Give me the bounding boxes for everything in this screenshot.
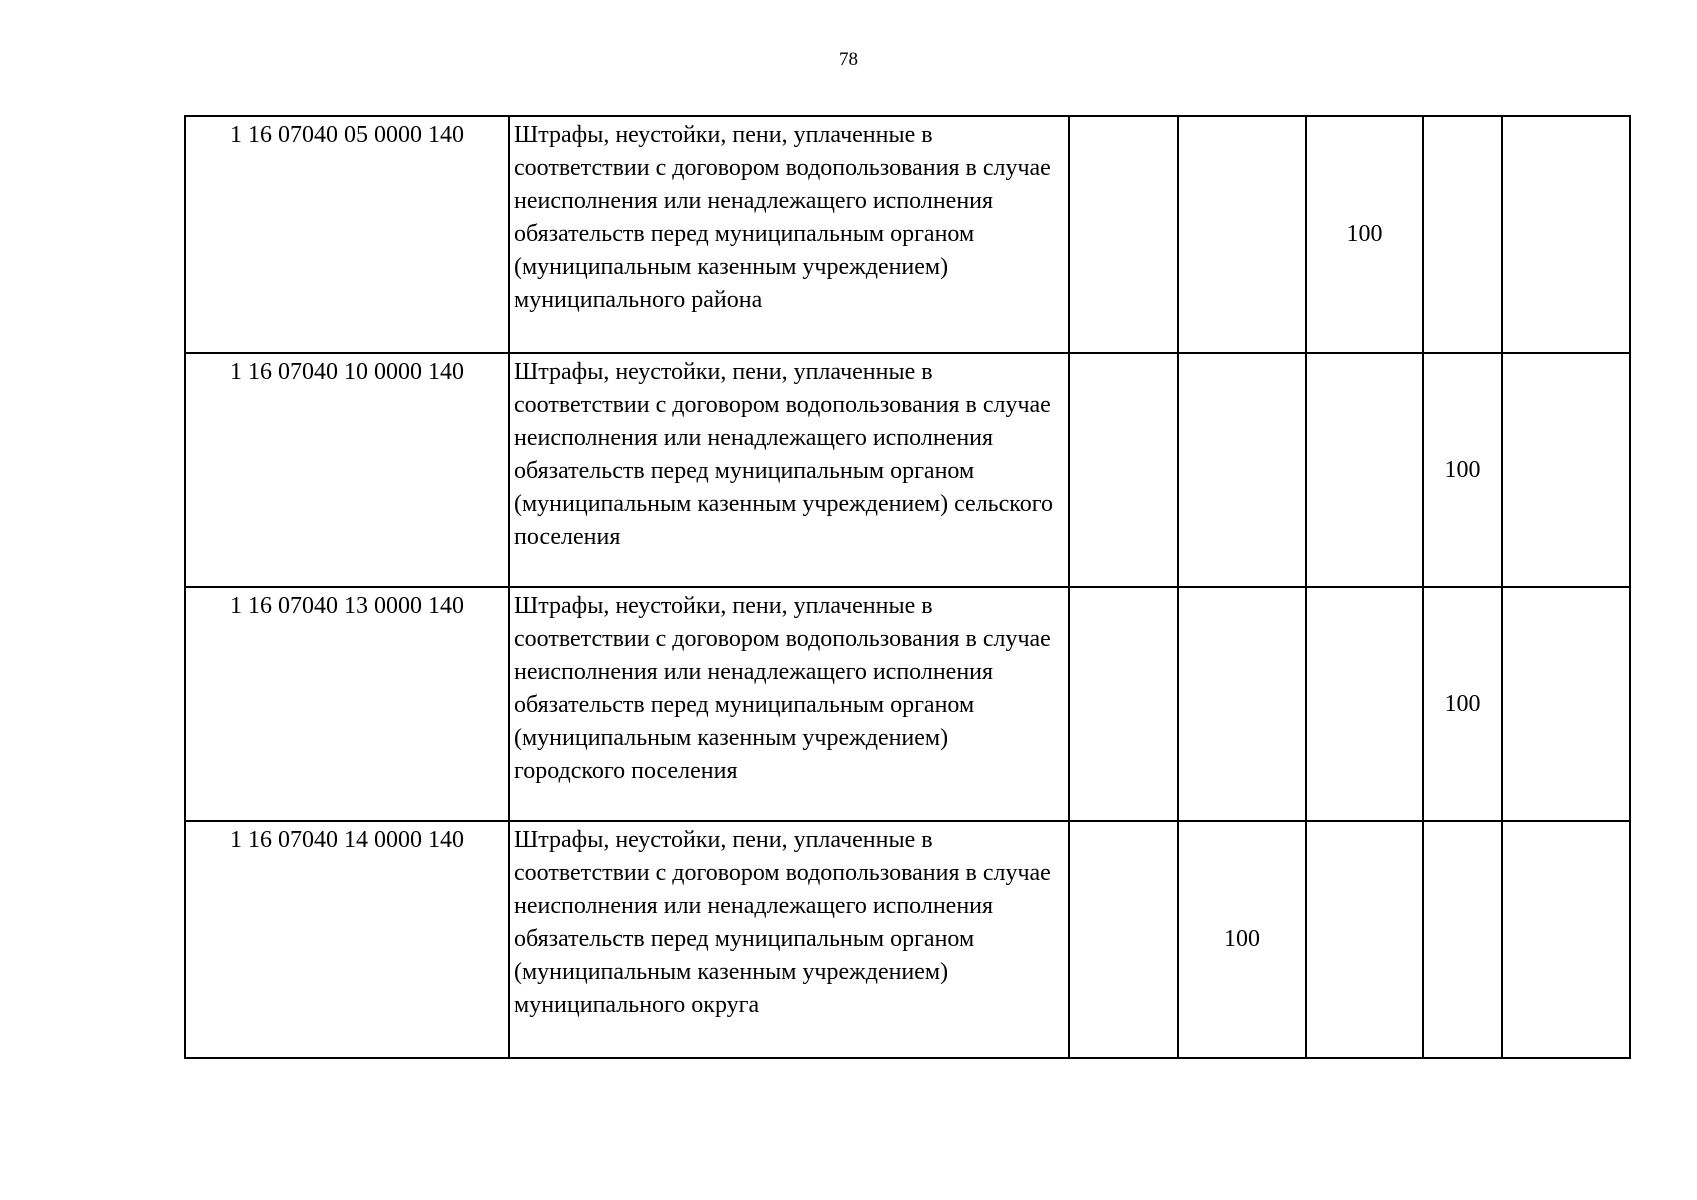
distribution-cell-5	[1502, 587, 1630, 821]
revenue-description-cell: Штрафы, неустойки, пени, уплаченные в соответствии с договором водопользования в случае неисполнения или ненадлежащего исполнения обязательств перед муниципальным органом (муниципальным казенным учреждением) муниципального района	[509, 116, 1069, 353]
table-row	[185, 116, 1630, 353]
revenue-code-cell: 1 16 07040 05 0000 140	[185, 116, 509, 353]
distribution-cell-4	[1423, 821, 1502, 1058]
revenue-code-cell: 1 16 07040 13 0000 140	[185, 587, 509, 821]
distribution-cell-4	[1423, 116, 1502, 353]
distribution-cell-3	[1306, 353, 1423, 587]
distribution-cell-1	[1069, 353, 1178, 587]
distribution-cell-1	[1069, 116, 1178, 353]
distribution-cell-2	[1178, 587, 1306, 821]
distribution-cell-2	[1178, 116, 1306, 353]
revenue-code-cell: 1 16 07040 10 0000 140	[185, 353, 509, 587]
revenue-description-cell: Штрафы, неустойки, пени, уплаченные в соответствии с договором водопользования в случае неисполнения или ненадлежащего исполнения обязательств перед муниципальным органом (муниципальным казенным учреждением) муниципального округа	[509, 821, 1069, 1058]
revenue-description-cell: Штрафы, неустойки, пени, уплаченные в соответствии с договором водопользования в случае неисполнения или ненадлежащего исполнения обязательств перед муниципальным органом (муниципальным казенным учреждением) городского поселения	[509, 587, 1069, 821]
distribution-cell-1	[1069, 821, 1178, 1058]
revenue-description-cell: Штрафы, неустойки, пени, уплаченные в соответствии с договором водопользования в случае неисполнения или ненадлежащего исполнения обязательств перед муниципальным органом (муниципальным казенным учреждением) сельского поселения	[509, 353, 1069, 587]
distribution-cell-3	[1306, 821, 1423, 1058]
distribution-cell-2	[1178, 353, 1306, 587]
table-row	[185, 587, 1630, 821]
distribution-cell-3: 100	[1306, 116, 1423, 353]
distribution-cell-5	[1502, 116, 1630, 353]
table-row	[185, 353, 1630, 587]
budget-revenue-table	[184, 115, 1631, 1059]
distribution-cell-1	[1069, 587, 1178, 821]
distribution-cell-4: 100	[1423, 353, 1502, 587]
distribution-cell-5	[1502, 821, 1630, 1058]
distribution-cell-4: 100	[1423, 587, 1502, 821]
revenue-code-cell: 1 16 07040 14 0000 140	[185, 821, 509, 1058]
distribution-cell-3	[1306, 587, 1423, 821]
distribution-cell-5	[1502, 353, 1630, 587]
table-row	[185, 821, 1630, 1058]
page-number: 78	[839, 49, 858, 70]
distribution-cell-2: 100	[1178, 821, 1306, 1058]
